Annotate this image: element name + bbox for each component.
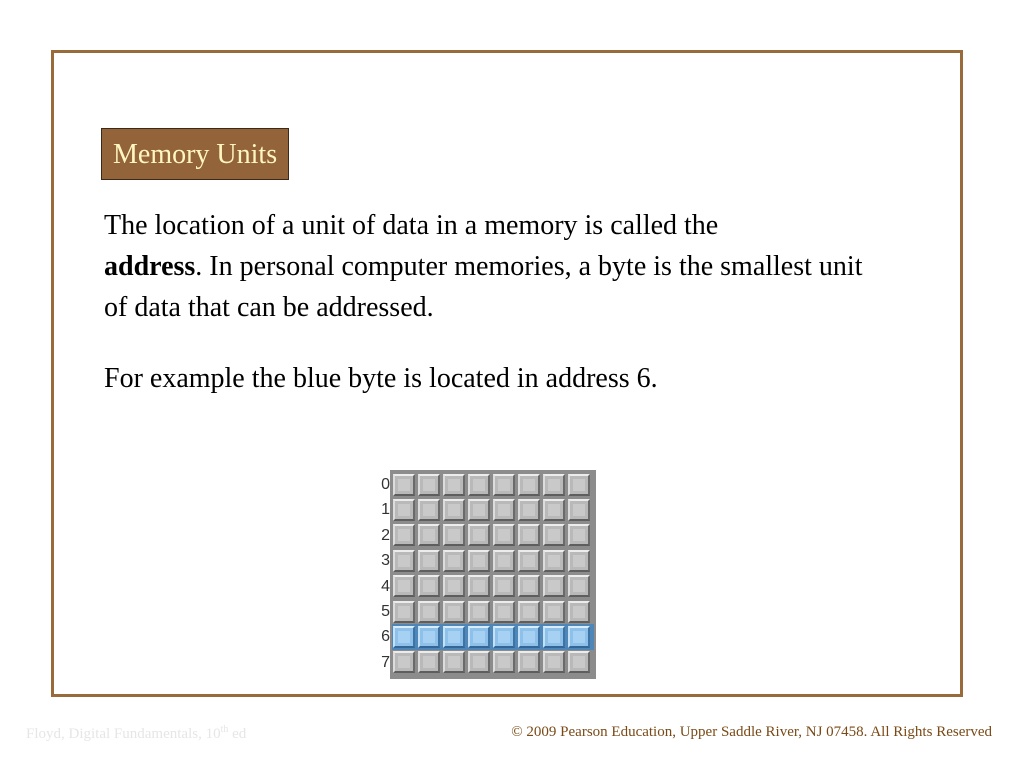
memory-bit-cell: [518, 601, 540, 623]
memory-bit-cell: [443, 651, 465, 673]
memory-byte-highlighted: [392, 624, 594, 649]
memory-bit-cell: [493, 575, 515, 597]
memory-bit-cell: [443, 550, 465, 572]
memory-bit-cell: [393, 474, 415, 496]
memory-bit-cell: [518, 474, 540, 496]
memory-bit-cell: [493, 499, 515, 521]
memory-bit-cell: [393, 575, 415, 597]
memory-bit-cell: [418, 651, 440, 673]
memory-bit-cell: [443, 474, 465, 496]
memory-bit-cell: [443, 626, 465, 648]
memory-bit-cell: [393, 550, 415, 572]
address-label-6: 6: [381, 628, 390, 646]
memory-bit-cell: [518, 575, 540, 597]
address-label-0: 0: [381, 476, 390, 493]
memory-bit-cell: [443, 601, 465, 623]
memory-bit-cell: [468, 575, 490, 597]
address-label-1: 1: [381, 501, 390, 519]
memory-bit-cell: [568, 474, 590, 496]
footer-copyright: © 2009 Pearson Education, Upper Saddle River, NJ 07458. All Rights Reserved: [511, 724, 992, 740]
address-label-3: 3: [381, 552, 390, 570]
paragraph1-after-bold: . In personal computer memories, a byte is the smallest unit of data that can be addressed.: [104, 251, 863, 323]
memory-bit-cell: [493, 524, 515, 546]
memory-bit-cell: [393, 499, 415, 521]
memory-bit-cell: [568, 651, 590, 673]
memory-bit-cell: [468, 626, 490, 648]
memory-bit-cell: [518, 499, 540, 521]
memory-bit-cell: [418, 474, 440, 496]
memory-byte-row: [393, 548, 593, 573]
memory-bit-cell: [543, 499, 565, 521]
memory-bit-cell: [543, 550, 565, 572]
address-label-5: 5: [381, 602, 390, 620]
memory-bit-cell: [493, 550, 515, 572]
memory-bit-cell: [518, 626, 540, 648]
footer-book-title: Floyd, Digital Fundamentals, 10: [26, 726, 221, 742]
memory-bit-cell: [493, 601, 515, 623]
memory-bit-cell: [418, 550, 440, 572]
memory-bit-cell: [443, 499, 465, 521]
address-term: address: [104, 251, 196, 282]
memory-bit-cell: [393, 626, 415, 648]
memory-bit-cell: [518, 524, 540, 546]
memory-bit-cell: [418, 575, 440, 597]
memory-bit-cell: [518, 651, 540, 673]
memory-byte-row: [393, 599, 593, 624]
memory-bit-cell: [468, 474, 490, 496]
memory-bit-cell: [418, 524, 440, 546]
paragraph-address-definition: [104, 205, 864, 328]
memory-bit-cell: [543, 626, 565, 648]
memory-bit-cell: [393, 651, 415, 673]
memory-bit-cell: [443, 575, 465, 597]
memory-bit-cell: [543, 524, 565, 546]
memory-bit-cell: [468, 550, 490, 572]
slide-body: [104, 205, 864, 399]
memory-bit-cell: [393, 601, 415, 623]
footer-edition-tail: ed: [228, 726, 247, 742]
memory-bit-cell: [568, 626, 590, 648]
memory-bit-cell: [518, 550, 540, 572]
memory-bit-cell: [568, 524, 590, 546]
memory-byte-row: [393, 497, 593, 522]
memory-bit-cell: [493, 651, 515, 673]
memory-bit-cell: [418, 499, 440, 521]
paragraph1-before-bold: The location of a unit of data in a memory is called the: [104, 210, 719, 241]
footer-book-credit: [26, 724, 246, 743]
memory-bit-cell: [543, 474, 565, 496]
memory-bit-cell: [568, 550, 590, 572]
memory-grid: [390, 470, 596, 679]
paragraph-example: For example the blue byte is located in address 6.: [104, 363, 658, 394]
memory-bit-cell: [493, 474, 515, 496]
slide-title: Memory Units: [101, 128, 289, 180]
memory-bit-cell: [418, 626, 440, 648]
memory-bit-cell: [468, 601, 490, 623]
memory-byte-row: [393, 574, 593, 599]
address-labels: [376, 472, 390, 675]
address-label-2: 2: [381, 526, 390, 544]
footer-edition-suffix: th: [220, 724, 229, 735]
memory-bit-cell: [543, 651, 565, 673]
memory-bit-cell: [443, 524, 465, 546]
memory-bit-cell: [543, 601, 565, 623]
memory-bit-cell: [568, 499, 590, 521]
memory-bit-cell: [468, 499, 490, 521]
address-label-7: 7: [381, 653, 390, 671]
address-label-4: 4: [381, 577, 390, 595]
memory-byte-row: [393, 472, 593, 497]
memory-bit-cell: [468, 651, 490, 673]
memory-bit-cell: [568, 601, 590, 623]
memory-bit-cell: [393, 524, 415, 546]
memory-bit-cell: [468, 524, 490, 546]
memory-byte-row: [393, 523, 593, 548]
memory-bit-cell: [493, 626, 515, 648]
memory-bit-cell: [543, 575, 565, 597]
memory-bit-cell: [568, 575, 590, 597]
memory-bit-cell: [418, 601, 440, 623]
memory-byte-row: [393, 650, 593, 675]
